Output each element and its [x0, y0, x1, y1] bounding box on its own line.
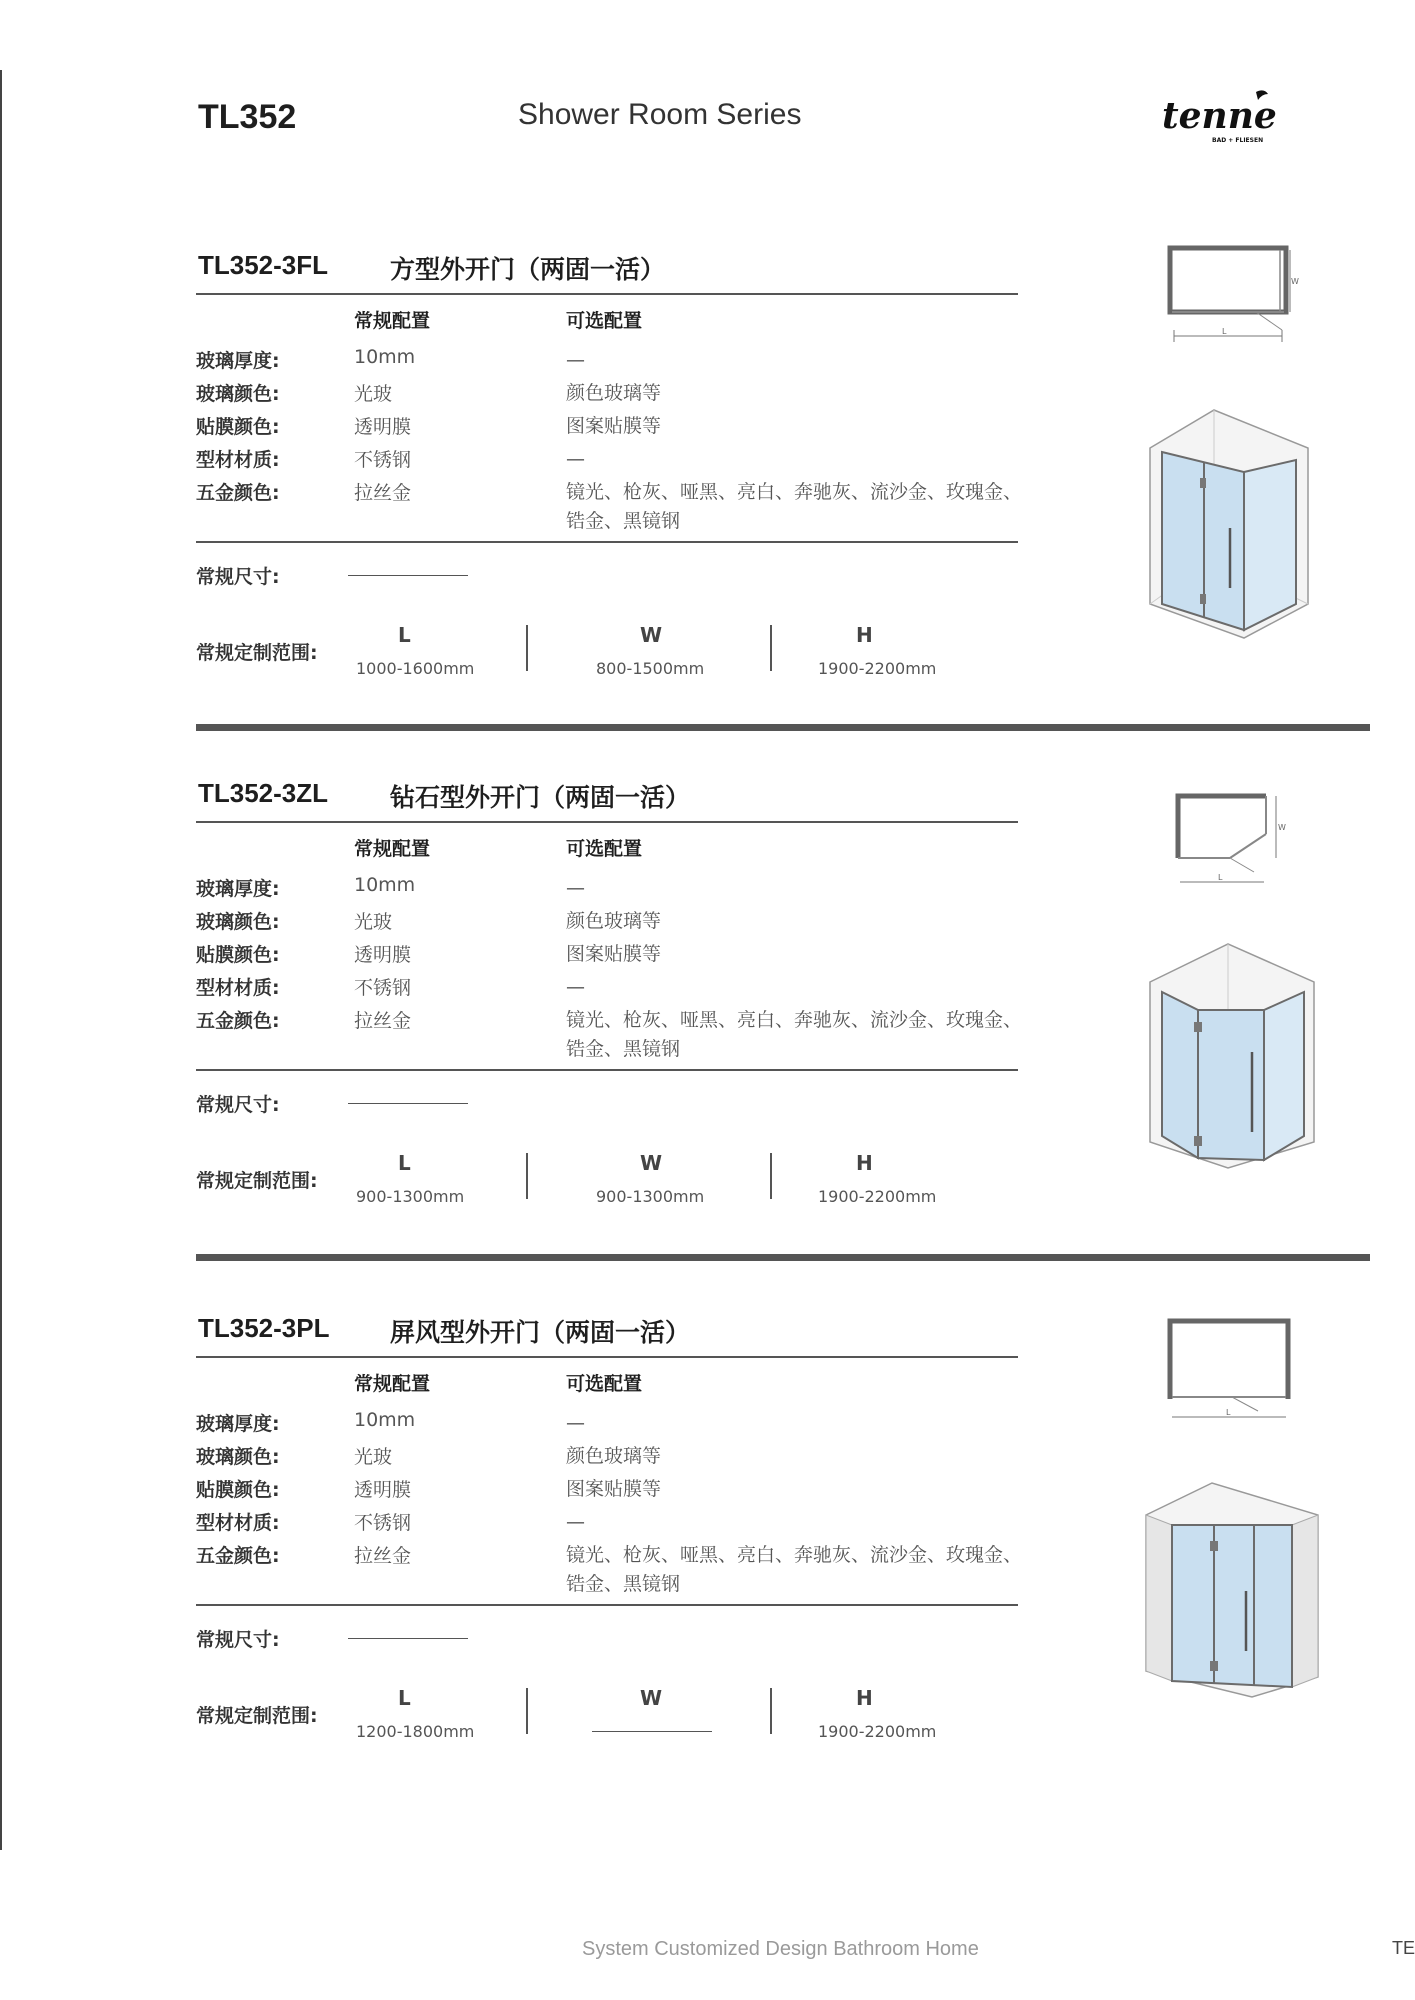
spec-optional: 图案贴膜等	[566, 943, 662, 965]
spec-standard: 透明膜	[354, 416, 412, 438]
product-name: 方型外开门（两固一活）	[390, 255, 666, 284]
standard-size-blank	[348, 1103, 468, 1104]
dim-h-header: H	[856, 623, 873, 647]
spec-row	[196, 973, 1026, 1005]
spec-row	[196, 478, 1026, 532]
standard-size-label: 常规尺寸:	[196, 1094, 280, 1116]
dim-w-blank	[592, 1731, 712, 1732]
spec-standard: 拉丝金	[354, 482, 412, 504]
product-name: 屏风型外开门（两固一活）	[390, 1318, 691, 1347]
spec-standard: 拉丝金	[354, 1010, 412, 1032]
spec-row	[196, 940, 1026, 972]
spec-row	[196, 1006, 1026, 1060]
spec-optional: —	[566, 448, 585, 470]
floor-plan-diagram	[1170, 788, 1290, 892]
spec-row	[196, 445, 1026, 477]
spec-bottom-rule	[196, 1604, 1018, 1606]
spec-optional: —	[566, 877, 585, 899]
spec-label: 玻璃厚度:	[196, 350, 280, 372]
floor-plan-diagram	[1162, 1313, 1296, 1423]
svg-text:W: W	[1278, 823, 1286, 832]
dim-l-header: L	[398, 1151, 411, 1175]
spec-bottom-rule	[196, 1069, 1018, 1071]
optional-config-header: 可选配置	[566, 1373, 643, 1395]
spec-standard: 光玻	[354, 911, 393, 933]
product-section	[0, 250, 1414, 750]
standard-size-blank	[348, 1638, 468, 1639]
custom-range-label: 常规定制范围:	[196, 1705, 318, 1727]
spec-standard: 不锈钢	[354, 449, 412, 471]
svg-text:L: L	[1226, 1408, 1231, 1417]
spec-row	[196, 1475, 1026, 1507]
standard-config-header: 常规配置	[354, 838, 431, 860]
dim-w-value: 800-1500mm	[596, 659, 705, 678]
standard-config-header: 常规配置	[354, 1373, 431, 1395]
standard-size-label: 常规尺寸:	[196, 1629, 280, 1651]
svg-text:L: L	[1222, 327, 1227, 336]
dim-separator	[770, 1153, 772, 1199]
spec-label: 型材材质:	[196, 977, 280, 999]
standard-size-blank	[348, 575, 468, 576]
standard-config-header: 常规配置	[354, 310, 431, 332]
series-title: Shower Room Series	[518, 98, 802, 131]
dim-l-header: L	[398, 1686, 411, 1710]
spec-label: 型材材质:	[196, 1512, 280, 1534]
svg-text:tenne: tenne	[1162, 95, 1277, 137]
optional-config-header: 可选配置	[566, 838, 643, 860]
spec-row	[196, 907, 1026, 939]
dim-h-value: 1900-2200mm	[818, 659, 937, 678]
spec-standard: 10mm	[354, 346, 416, 368]
product-section	[0, 778, 1414, 1278]
dim-w-value: 900-1300mm	[596, 1187, 705, 1206]
dim-separator	[526, 1153, 528, 1199]
spec-optional: 图案贴膜等	[566, 1478, 662, 1500]
dim-separator	[770, 1688, 772, 1734]
product-render	[1142, 1481, 1322, 1697]
product-code: TL352-3FL	[198, 250, 329, 280]
spec-optional: 镜光、枪灰、哑黑、亮白、奔驰灰、流沙金、玫瑰金、锆金、黑镜钢	[566, 1009, 1023, 1060]
spec-optional: 颜色玻璃等	[566, 382, 662, 404]
svg-text:L: L	[1218, 873, 1223, 882]
spec-row	[196, 379, 1026, 411]
dim-separator	[526, 625, 528, 671]
spec-label: 五金颜色:	[196, 1545, 280, 1567]
floor-plan-diagram	[1164, 242, 1299, 354]
spec-label: 玻璃颜色:	[196, 1446, 280, 1468]
spec-optional: 图案贴膜等	[566, 415, 662, 437]
product-render	[1144, 942, 1320, 1168]
optional-config-header: 可选配置	[566, 310, 643, 332]
spec-optional: 颜色玻璃等	[566, 910, 662, 932]
spec-row	[196, 412, 1026, 444]
product-section	[0, 1313, 1414, 1813]
spec-optional: 镜光、枪灰、哑黑、亮白、奔驰灰、流沙金、玫瑰金、锆金、黑镜钢	[566, 481, 1023, 532]
header-rule	[196, 293, 1018, 295]
spec-standard: 光玻	[354, 383, 393, 405]
dim-w-header: W	[640, 1686, 663, 1710]
spec-bottom-rule	[196, 541, 1018, 543]
spec-optional: —	[566, 1412, 585, 1434]
spec-optional: —	[566, 349, 585, 371]
product-code: TL352-3ZL	[198, 778, 329, 808]
dim-l-value: 900-1300mm	[356, 1187, 465, 1206]
spec-row	[196, 1541, 1026, 1595]
spec-row	[196, 346, 1026, 378]
spec-standard: 10mm	[354, 1409, 416, 1431]
custom-range-label: 常规定制范围:	[196, 1170, 318, 1192]
spec-optional: —	[566, 1511, 585, 1533]
dim-w-header: W	[640, 623, 663, 647]
footer-tagline: System Customized Design Bathroom Home	[582, 1938, 979, 1960]
product-render	[1144, 408, 1314, 638]
dim-separator	[526, 1688, 528, 1734]
spec-standard: 拉丝金	[354, 1545, 412, 1567]
header-rule	[196, 1356, 1018, 1358]
dim-h-value: 1900-2200mm	[818, 1187, 937, 1206]
product-name: 钻石型外开门（两固一活）	[390, 783, 691, 812]
spec-optional: —	[566, 976, 585, 998]
spec-label: 贴膜颜色:	[196, 1479, 280, 1501]
custom-range-label: 常规定制范围:	[196, 642, 318, 664]
spec-label: 型材材质:	[196, 449, 280, 471]
spec-label: 玻璃颜色:	[196, 383, 280, 405]
section-divider	[196, 1254, 1370, 1261]
svg-text:W: W	[1291, 277, 1299, 286]
dim-h-value: 1900-2200mm	[818, 1722, 937, 1741]
svg-text:BAD + FLIESEN: BAD + FLIESEN	[1212, 137, 1264, 144]
dim-l-header: L	[398, 623, 411, 647]
spec-standard: 光玻	[354, 1446, 393, 1468]
spec-row	[196, 1442, 1026, 1474]
spec-label: 贴膜颜色:	[196, 944, 280, 966]
spec-label: 玻璃厚度:	[196, 878, 280, 900]
standard-size-label: 常规尺寸:	[196, 566, 280, 588]
spec-label: 贴膜颜色:	[196, 416, 280, 438]
spec-standard: 不锈钢	[354, 1512, 412, 1534]
spec-label: 玻璃颜色:	[196, 911, 280, 933]
page-model-title: TL352	[198, 98, 297, 136]
spec-label: 五金颜色:	[196, 1010, 280, 1032]
spec-row	[196, 1409, 1026, 1441]
dim-h-header: H	[856, 1151, 873, 1175]
dim-w-header: W	[640, 1151, 663, 1175]
spec-optional: 颜色玻璃等	[566, 1445, 662, 1467]
dim-separator	[770, 625, 772, 671]
dim-l-value: 1000-1600mm	[356, 659, 475, 678]
product-code: TL352-3PL	[198, 1313, 330, 1343]
brand-logo	[1160, 88, 1280, 146]
spec-standard: 10mm	[354, 874, 416, 896]
spec-row	[196, 874, 1026, 906]
spec-optional: 镜光、枪灰、哑黑、亮白、奔驰灰、流沙金、玫瑰金、锆金、黑镜钢	[566, 1544, 1023, 1595]
dim-h-header: H	[856, 1686, 873, 1710]
footer-corner-text: TE	[1392, 1938, 1415, 1958]
header-rule	[196, 821, 1018, 823]
dim-l-value: 1200-1800mm	[356, 1722, 475, 1741]
spec-row	[196, 1508, 1026, 1540]
spec-standard: 透明膜	[354, 1479, 412, 1501]
spec-standard: 透明膜	[354, 944, 412, 966]
section-divider	[196, 724, 1370, 731]
spec-label: 五金颜色:	[196, 482, 280, 504]
spec-standard: 不锈钢	[354, 977, 412, 999]
spec-label: 玻璃厚度:	[196, 1413, 280, 1435]
